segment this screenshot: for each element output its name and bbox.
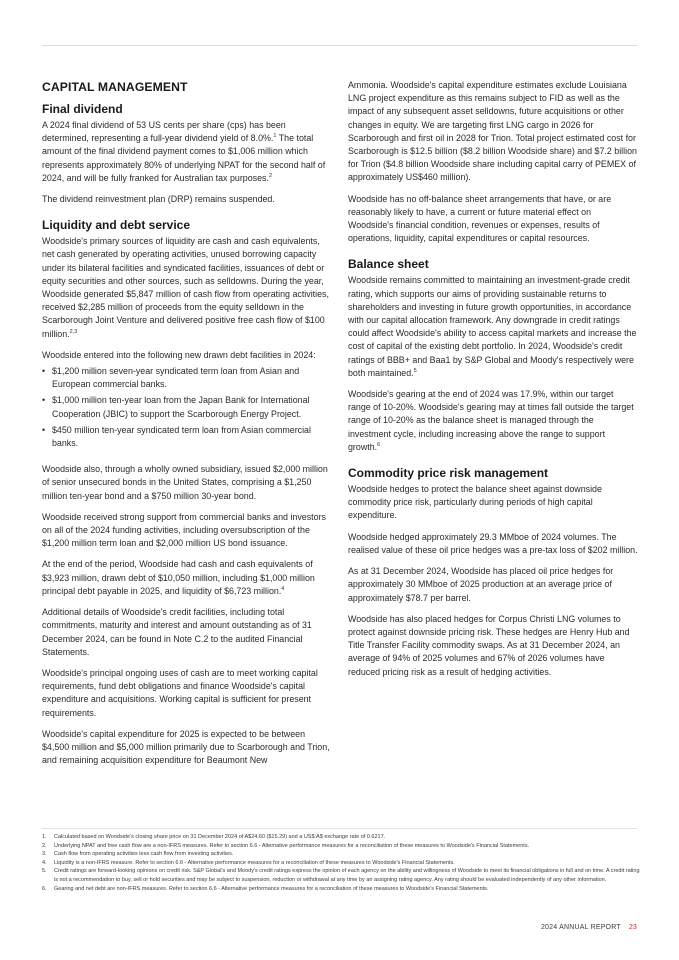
- liquidity-paragraph-5: At the end of the period, Woodside had cash and cash equivalents of $3,923 million, drawn debt of $10,050 million, including $1,000 million principal debt payable in 2025, and liquidity of $6,723 million.$^4$: [42, 559, 315, 596]
- final-dividend-paragraph: A 2024 final dividend of 53 US cents per share (cps) has been determined, representing a full-year dividend yield of 8.0%.$^1$ The total amount of the final dividend payment comes to $1,006 million which represents approximately 80% of underlying NPAT for the second half of 2024, and will be fully franked for Australian tax purposes.$^2$: [42, 120, 326, 183]
- liquidity-paragraph-7: Woodside's principal ongoing uses of cash are to meet working capital requirements, fund debt obligations and finance Woodside's capital expenditure and acquisitions. Working capital is sufficient for present requirements.: [42, 667, 318, 718]
- report-label: 2024 ANNUAL REPORT: [540, 924, 621, 931]
- liquidity-paragraph-4: Woodside received strong support from commercial banks and investors on all of the 2024 funding activities, including oversubscription of the $1,200 million term loan and $2,000 million US bond issuance.: [42, 511, 326, 549]
- commodity-paragraph-2: Woodside hedged approximately 29.3 MMboe of 2024 volumes. The realised value of these oil price hedges was a pre-tax loss of $202 million.: [348, 531, 638, 555]
- footnote: 2. Underlying NPAT and free cash flow are a non-IFRS measures. Refer to section 6.6 - Alternative performance measures for a reconciliation of these measures to Woodside's Financial Statements.: [42, 842, 530, 849]
- footnotes-divider: [42, 828, 637, 829]
- heading-commodity-risk: Commodity price risk management: [348, 466, 549, 481]
- commodity-paragraph-1: Woodside hedges to protect the balance sheet against downside commodity price risk, particularly during periods of high capital expenditure.: [348, 484, 602, 521]
- footnote-ref: 6: [377, 441, 381, 448]
- list-item: • $450 million ten-year syndicated term loan from Asian commercial banks.: [42, 424, 334, 450]
- liquidity-paragraph-8: Woodside's capital expenditure for 2025 is expected to be between $4,500 million and $5,000 million primarily due to Scarborough and Trion, and remaining acquisition expenditure for Beaumont New: [42, 728, 330, 766]
- commodity-paragraph-4: Woodside has also placed hedges for Corpus Christi LNG volumes to protect against downside pricing risk. These hedges are Henry Hub and Title Transfer Facility commodity swaps. As at 31 December 2024, an average of 94% of 2025 volumes and 67% of 2026 volumes have reduced pricing risk as a result of hedging activities.: [348, 613, 630, 677]
- footnote: 3. Cash flow from operating activities less cash flow from investing activities.: [42, 851, 234, 858]
- liquidity-paragraph-3: Woodside also, through a wholly owned subsidiary, issued $2,000 million of senior unsecured bonds in the United States, comprising a $1,250 million ten-year bond and a $750 million 30-year bond.: [42, 464, 328, 501]
- balance-sheet-paragraph-2: Woodside's gearing at the end of 2024 was 17.9%, within our target range of 10-20%. Woodside's gearing may at times fall outside the target range of 10-20% as the balance sheet is managed through the investment cycle, including increasing above the range to support growth.$^6$: [348, 389, 634, 452]
- right-column: [348, 79, 638, 687]
- heading-balance-sheet: Balance sheet: [348, 257, 429, 272]
- page-number: 23: [628, 924, 637, 931]
- left-column: [42, 70, 334, 775]
- footnote: 4. Liquidity is a non-IFRS measure. Refer to section 6.6 - Alternative performance measures for a reconciliation of these measures to Woodside's Financial Statements.: [42, 859, 455, 866]
- capex-continuation-paragraph: Ammonia. Woodside's capital expenditure estimates exclude Louisiana LNG project expenditure as this remains subject to FID as well as the impact of any subsequent asset selldowns, future acquisitions or other changes in equity. We are targeting first LNG cargo in 2026 for Scarborough and first oil in 2028 for Trion. Total project estimated cost for Scarborough is $12.5 billion ($8.2 billion Woodside share) and $7.2 billion for Trion ($4.8 billion Woodside share including capital carry of PEMEX of approximately US$460 million).: [348, 80, 637, 183]
- debt-facilities-list: [42, 365, 334, 450]
- list-item: • $1,200 million seven-year syndicated term loan from Asian and European commercial banks.: [42, 365, 334, 391]
- footnote-ref: 4: [281, 585, 285, 592]
- liquidity-paragraph-2: Woodside entered into the following new drawn debt facilities in 2024:: [42, 349, 316, 360]
- footnotes: [42, 833, 642, 893]
- balance-sheet-paragraph-1: Woodside remains committed to maintaining an investment-grade credit rating, which supports our aims of providing sustainable returns to shareholders and investing in future growth opportunities, in accordance with our capital allocation framework. Any downgrade in credit ratings could affect Woodside's ability to access capital markets and increase the cost of capital of the existing debt portfolio. In 2024, Woodside's credit ratings of BBB+ and Baa1 by S&P Global and Moody's respectively were both maintained.$^5$: [348, 275, 637, 378]
- footnote: 1. Calculated based on Woodside's closing share price on 31 December 2024 of A$24.60 ($15.29) and a US$:A$ exchange rate of 0.6217.: [42, 834, 386, 840]
- footnote-ref: 1: [273, 133, 277, 140]
- footnote-ref: 2,3: [69, 328, 78, 335]
- section-title: CAPITAL MANAGEMENT: [42, 80, 188, 94]
- commodity-paragraph-3: As at 31 December 2024, Woodside has placed oil price hedges for approximately 30 MMboe of 2025 production at an average price of approximately $78.7 per barrel.: [348, 566, 614, 603]
- header-divider: [42, 45, 637, 46]
- liquidity-paragraph-6: Additional details of Woodside's credit facilities, including total commitments, maturity and interest and amount outstanding as of 31 December 2024, can be found in Note C.2 to the audited Financial Statements.: [42, 607, 312, 657]
- page-footer: [541, 924, 637, 931]
- list-item: • $1,000 million ten-year loan from the Japan Bank for International Cooperation (JBIC) to support the Scarborough Energy Project.: [42, 394, 334, 420]
- off-balance-sheet-paragraph: Woodside has no off-balance sheet arrangements that have, or are reasonably likely to have, a current or future material effect on Woodside's financial condition, revenues or expenses, results of operations, liquidity, capital expenditures or capital resources.: [348, 193, 612, 244]
- footnote-ref: 2: [268, 172, 272, 179]
- heading-final-dividend: Final dividend: [42, 102, 123, 116]
- footnote-ref: 5: [413, 367, 417, 374]
- heading-liquidity: Liquidity and debt service: [42, 218, 191, 233]
- footnote: 5. Credit ratings are forward-looking opinions on credit risk. S&P Global's and Moody's credit ratings express the opinion of each agency on the ability and willingness of Woodside to meet its financial obligations in full and on time. A credit rating is not a recommendation to buy, sell or hold securities and may be subject to suspension, reduction or withdrawal at any time by an assigning rating agency. Any rating should be evaluated independently of any other information.: [42, 868, 640, 883]
- footnote: 6. Gearing and net debt are non-IFRS measures. Refer to section 6.6 - Alternative performance measures for a reconciliation of these measures to Woodside's Financial Statements.: [42, 885, 489, 892]
- liquidity-paragraph-1: Woodside's primary sources of liquidity are cash and cash equivalents, net cash generated by operating activities, unused borrowing capacity under its bilateral facilities and syndicated facilities, issuances of debt or equity securities and other sources, such as selldowns. During the year, Woodside generated $5,847 million of cash flow from operating activities, received $2,285 million of proceeds from the equity selldown in the Scarborough Joint Venture and delivered positive free cash flow of $100 million.$^{2,3}$: [42, 236, 329, 339]
- drp-paragraph: The dividend reinvestment plan (DRP) remains suspended.: [42, 194, 275, 205]
